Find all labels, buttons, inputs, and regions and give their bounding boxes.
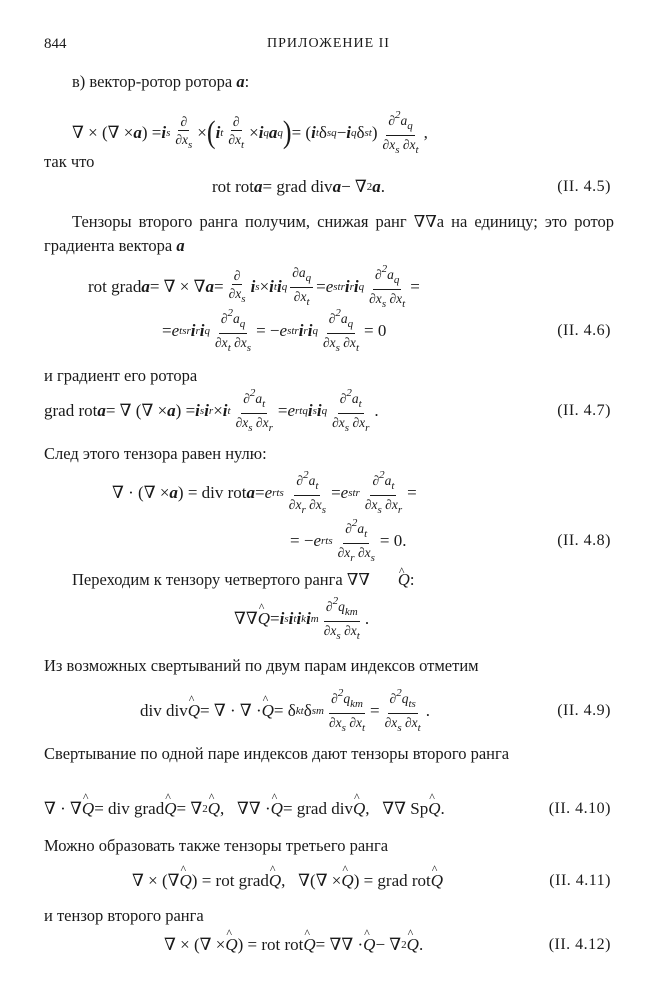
running-head: ПРИЛОЖЕНИЕ II: [267, 36, 390, 51]
equation-4-5: rot rot a = grad div a − ∇ 2 a . (II. 4.5): [44, 164, 611, 210]
paragraph-trace: След этого тензора равен нулю:: [44, 444, 267, 463]
equation-4-11: ∇ × (∇ ^ Q ) = rot grad ^ Q , ∇(∇ × ^ Q ) = grad rot ^ Q (II. 4.11): [44, 858, 611, 904]
equation-4-7: grad rot a = ∇ (∇ × a ) = i s i r × i t $\frac{\partial^2a_t}{\partial x_s \partial x_r}$ = e rtq i s i q $\frac{\partial^2a_t}{\partial x_s \partial x_r}$ . (II. 4.7): [44, 387, 611, 434]
equation-4-9: div div ^ Q = ∇ · ∇ · ^ Q = δ kt δ sm $\frac{\partial^2q_{km}}{\partial x_s \partial x_t}$ = $\frac{\partial^2q_{ts}}{\partial x_s \partial x_t}$ . (II. 4.9): [44, 688, 611, 734]
paragraph-second-rank-tensor: и тензор второго ранга: [44, 906, 204, 925]
paragraph-third-rank: Можно образовать также тензоры третьего ранга: [44, 836, 389, 855]
paragraph-single-contraction: Свертывание по одной паре индексов дают тензоры второго ранга: [44, 744, 510, 763]
equation-curl-curl: ∇ × (∇ × a ) = i s $\frac{\partial}{\partial x_s}$ × ( i t $\frac{\partial}{\partial x_t}$ × i q a q ) = ( i t δ sq − i q δ st ) $\frac{\partial^2a_q}{\partial x_s \partial x_t}$ ,: [72, 109, 428, 156]
paragraph-contractions: Из возможных свертываний по двум парам индексов отметим: [44, 656, 479, 675]
equation-4-10: ∇ · ∇ ^ Q = div grad ^ Q = ∇ 2 ^ Q , ∇∇ · ^ Q = grad div ^ Q , ∇∇ Sp ^ Q . (II. 4.10): [44, 786, 611, 832]
page-header: [44, 36, 613, 56]
page-number: 844: [44, 36, 67, 52]
equation-number: (II. 4.8): [557, 532, 611, 549]
paragraph-fourth-rank: Переходим к тензору четвертого ранга ∇∇^ Q:: [44, 568, 614, 592]
paragraph-second-rank: Тензоры второго ранга получим, снижая ранг ∇∇a на единицу; это ротор градиента вектора a: [44, 212, 614, 255]
equation-4-6-line1: rot grad a = ∇ × ∇ a = $\frac{\partial}{\partial x_s}$ i s × i t i q $\frac{\partial a_q}{\partial x_t}$ = e str i r i q $\frac{\partial^2a_q}{\partial x_s \partial x_t}$ =: [88, 263, 420, 310]
equation-number: (II. 4.7): [557, 402, 611, 419]
equation-number: (II. 4.6): [557, 322, 611, 339]
paragraph-curl-curl: в) вектор-ротор ротора a:: [72, 72, 250, 91]
equation-4-12: ∇ × (∇ × ^ Q ) = rot rot ^ Q = ∇∇ · ^ Q − ∇ 2 ^ Q . (II. 4.12): [44, 922, 611, 968]
equation-4-8-line2: = − e rts $\frac{\partial^2a_t}{\partial x_r \partial x_s}$ = 0. (II. 4.8): [290, 517, 611, 564]
equation-number: (II. 4.5): [557, 178, 611, 195]
paragraph-gradient-curl: и градиент его ротора: [44, 366, 198, 385]
equation-4-8-line1: ∇ · (∇ × a ) = div rot a = e rts $\frac{\partial^2a_t}{\partial x_r \partial x_s}$ = e str $\frac{\partial^2a_t}{\partial x_s \partial x_r}$ =: [112, 469, 417, 516]
paragraph-so-that: так что: [44, 152, 95, 171]
equation-number: (II. 4.12): [548, 936, 611, 953]
equation-number: (II. 4.9): [557, 702, 611, 719]
equation-number: (II. 4.10): [548, 800, 611, 817]
equation-number: (II. 4.11): [549, 872, 611, 889]
equation-grad-grad-q: ∇∇ ^ Q = i s i t i k i m $\frac{\partial^2q_{km}}{\partial x_s \partial x_t}$ .: [44, 596, 611, 642]
equation-4-6-line2: = e tsr i r i q $\frac{\partial^2a_q}{\partial x_t \partial x_s}$ = − e str i r i q $\frac{\partial^2a_q}{\partial x_s \partial x_t}$ = 0 (II. 4.6): [162, 307, 611, 354]
